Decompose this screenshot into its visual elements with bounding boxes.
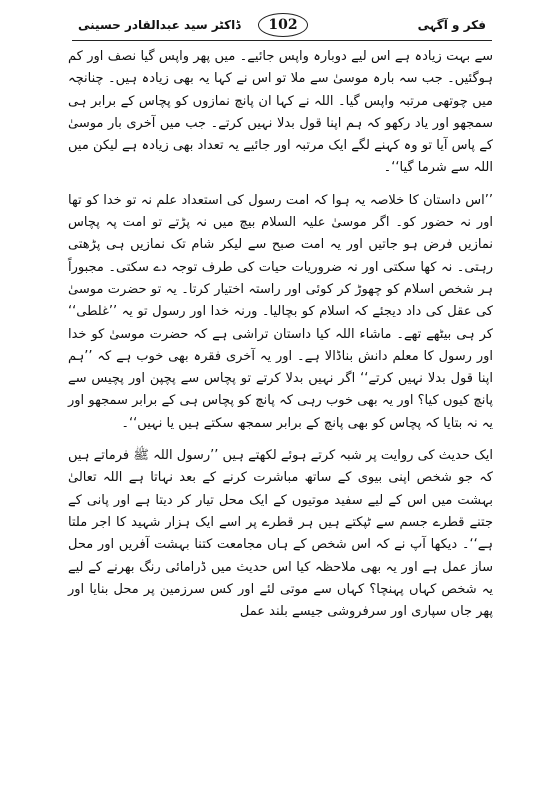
running-header bbox=[72, 10, 492, 40]
paragraph: سے بہت زیادہ ہے اس لیے دوبارہ واپس جائیے۔ میں پھر واپس گیا نصف اور کم ہوگئیں۔ جب سہ بارہ موسیٰ سے ملا تو اس نے کہا یہ بھی زیادہ ہیں۔ چنانچہ میں چوتھی مرتبہ واپس گیا۔ اللہ نے کہا ان پانچ نمازوں کو پچاس کے برابر ہی سمجھو اور یاد رکھو کہ ہم اپنا قول بدلا نہیں کرتے۔ جب میں آخری بار موسیٰ کے پاس آیا تو وہ کہنے لگے ایک مرتبہ اور جائیے یہ تعداد بھی زیادہ ہے لیکن میں اللہ سے شرما گیا‘‘۔ bbox=[68, 49, 493, 176]
header-rule bbox=[72, 40, 492, 41]
page-number: 102 bbox=[258, 13, 308, 37]
body-text bbox=[68, 46, 493, 623]
author-name: ڈاکٹر سید عبدالقادر حسینی bbox=[78, 18, 241, 32]
paragraph: ’’اس داستان کا خلاصہ یہ ہوا کہ امت رسول کی استعداد علم نہ تو خدا کو تھا اور نہ حضور کو۔ اگر موسیٰ علیہ السلام بیچ میں نہ پڑتے تو امت پہ پچاس نمازیں فرض ہو جاتیں اور یہ امت صبح سے لیکر شام تک نمازیں ہی پڑھتی رہتی۔ نہ کھا سکتی اور نہ ضروریات حیات کی طرف توجہ دے سکتی۔ مجبوراً ہر شخص اسلام کو چھوڑ کر کوئی اور راستہ اختیار کرتا۔ یہ تو حضرت موسیٰ کی عقل کی داد دیجئے کہ اسلام کو بچالیا۔ ورنہ خدا اور رسول تو یہ ’’غلطی‘‘ کر ہی بیٹھے تھے۔ ماشاء اللہ کیا داستان تراشی ہے کہ حضرت موسیٰ کو خدا اور رسول کا معلم دانش بناڈالا ہے۔ اور یہ آخری فقرہ بھی خوب ہے کہ ’’ہم اپنا قول بدلا نہیں کرتے‘‘ اگر نہیں بدلا کرتے تو پچاس سے پچپن اور پچیس سے پانچ کیوں کیا؟ اور یہ بھی خوب رہی کہ پانچ کو پچاس ہی کے برابر سمجھو اور یہ نہ بتایا کہ پچاس کو بھی پانچ کے برابر سمجھ سکتے ہیں یا نہیں‘‘۔ bbox=[68, 192, 493, 431]
book-title: فکر و آگہی bbox=[417, 18, 486, 32]
paragraph: ایک حدیث کی روایت پر شبہ کرتے ہوئے لکھتے ہیں ’’رسول اللہ ﷺ فرماتے ہیں کہ جو شخص اپنی بیوی کے ساتھ مباشرت کرنے کے بعد نہاتا ہے اللہ تعالیٰ بہشت میں اس کے لیے سفید موتیوں کے ایک محل تیار کر دیتا ہے اور پانی کے جتنے قطرے جسم سے ٹپکتے ہیں ہر قطرے پر اسے ایک ہزار شہید کا اجر ملتا ہے‘‘۔ دیکھا آپ نے کہ اس شخص کے ہاں مجامعت کتنا بہشت آفریں اور محل ساز عمل ہے اور یہ بھی ملاحظہ کیا اس حدیث میں ڈرامائی رنگ بھرنے کے لیے یہ شخص کہاں پہنچا؟ کہاں سے موتی لئے اور کس سرزمین پر محل بنایا اور پھر جاں سپاری اور سرفروشی جیسے بلند عمل bbox=[68, 448, 493, 620]
